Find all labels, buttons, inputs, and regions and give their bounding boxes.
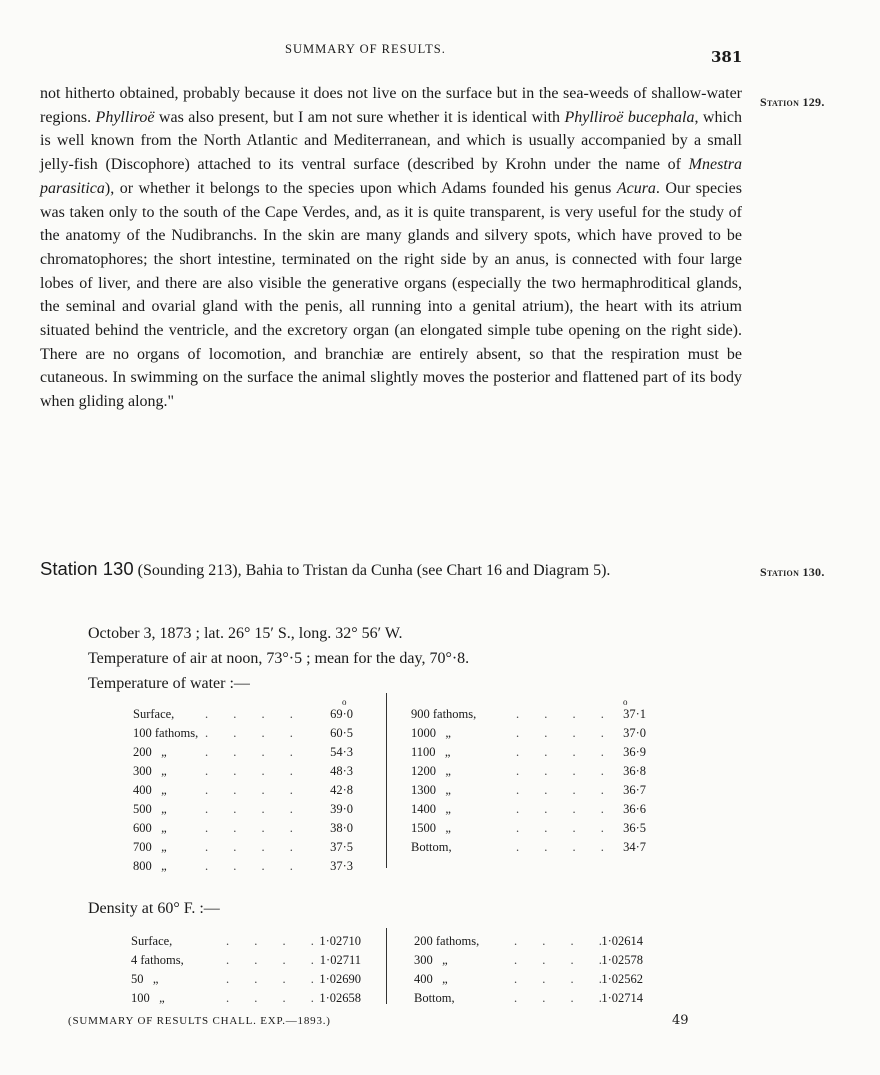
density-left-value: 1·02690 (319, 972, 361, 986)
density-right-leader-dots: . . . . (514, 972, 602, 986)
water-temp-left-value: 42·8 (330, 783, 353, 797)
water-temp-left-value: 60·5 (330, 726, 353, 740)
water-temp-right-value: 37·1 (623, 707, 646, 721)
density-left-value: 1·02710 (319, 934, 361, 948)
degree-mark-left: o (342, 697, 347, 707)
density-right-value: 1·02562 (601, 972, 643, 986)
footer-imprint: (SUMMARY OF RESULTS CHALL. EXP.—1893.) (68, 1015, 331, 1027)
water-temp-left-row (133, 724, 353, 742)
water-temp-right-leader-dots: . . . . (516, 783, 604, 797)
water-temp-left-row (133, 838, 353, 856)
water-temp-left-leader-dots: . . . . (205, 802, 293, 816)
water-temp-right-value: 36·5 (623, 821, 646, 835)
density-right-depth: 200 fathoms, (414, 934, 480, 948)
density-right-value: 1·02714 (601, 991, 643, 1005)
density-left-row (131, 932, 361, 950)
density-right-row (414, 951, 643, 969)
degree-mark-right: o (623, 697, 628, 707)
water-temp-left-depth: 500 „ (133, 802, 167, 816)
signature-mark: 49 (672, 1013, 689, 1028)
water-temp-right-row (411, 838, 646, 856)
density-left-row (131, 970, 361, 988)
date-position-line: October 3, 1873 ; lat. 26° 15′ S., long. 32° 56′ W. (88, 625, 403, 642)
water-temp-left-leader-dots: . . . . (205, 821, 293, 835)
density-left-depth: 50 „ (131, 972, 159, 986)
water-temp-left-leader-dots: . . . . (205, 707, 293, 721)
water-temp-left-leader-dots: . . . . (205, 764, 293, 778)
density-left-leader-dots: . . . . (226, 953, 314, 967)
water-temp-right-row (411, 724, 646, 742)
density-left-leader-dots: . . . . (226, 972, 314, 986)
water-temp-left-value: 54·3 (330, 745, 353, 759)
water-temp-left-leader-dots: . . . . (205, 783, 293, 797)
water-temp-right-value: 36·9 (623, 745, 646, 759)
station-description: (Sounding 213), Bahia to Tristan da Cunha (see Chart 16 and Diagram 5). (133, 562, 611, 579)
water-temp-right-leader-dots: . . . . (516, 764, 604, 778)
density-right-leader-dots: . . . . (514, 991, 602, 1005)
density-table (0, 932, 880, 1006)
body-paragraph (40, 82, 742, 414)
station-heading (40, 557, 742, 582)
water-temp-right-row (411, 705, 646, 723)
density-left-value: 1·02711 (319, 953, 361, 967)
density-right-row (414, 989, 643, 1007)
water-temp-left-depth: 600 „ (133, 821, 167, 835)
water-temp-left-depth: 700 „ (133, 840, 167, 854)
density-right-depth: 300 „ (414, 953, 448, 967)
water-temp-left-row (133, 857, 353, 875)
density-left-row (131, 951, 361, 969)
water-temp-left-value: 69·0 (330, 707, 353, 721)
water-temp-right-depth: 900 fathoms, (411, 707, 477, 721)
water-temp-left-depth: Surface, (133, 707, 175, 721)
water-temp-right-leader-dots: . . . . (516, 707, 604, 721)
margin-note-station-130: Station 130. (760, 565, 825, 579)
density-right-row (414, 970, 643, 988)
water-temp-right-row (411, 800, 646, 818)
water-temp-left-depth: 200 „ (133, 745, 167, 759)
density-right-depth: Bottom, (414, 991, 455, 1005)
water-temp-left-row (133, 800, 353, 818)
water-temp-left-depth: 100 fathoms, (133, 726, 199, 740)
water-temp-left-value: 38·0 (330, 821, 353, 835)
water-temp-left-row (133, 762, 353, 780)
water-temp-left-value: 37·5 (330, 840, 353, 854)
water-temp-right-leader-dots: . . . . (516, 840, 604, 854)
density-left-leader-dots: . . . . (226, 991, 314, 1005)
water-temp-right-depth: 1100 „ (411, 745, 451, 759)
water-temperature-heading: Temperature of water :— (88, 675, 250, 692)
water-temp-right-depth: Bottom, (411, 840, 452, 854)
density-right-value: 1·02614 (601, 934, 643, 948)
density-right-depth: 400 „ (414, 972, 448, 986)
density-right-leader-dots: . . . . (514, 953, 602, 967)
water-temp-right-depth: 1300 „ (411, 783, 451, 797)
water-temp-right-depth: 1200 „ (411, 764, 451, 778)
water-temp-right-value: 36·7 (623, 783, 646, 797)
water-temp-right-row (411, 819, 646, 837)
water-temp-right-depth: 1500 „ (411, 821, 451, 835)
density-left-row (131, 989, 361, 1007)
water-temp-left-row (133, 743, 353, 761)
water-temp-left-depth: 800 „ (133, 859, 167, 873)
water-temp-left-value: 37·3 (330, 859, 353, 873)
density-right-row (414, 932, 643, 950)
water-temp-right-value: 34·7 (623, 840, 646, 854)
water-temp-right-leader-dots: . . . . (516, 726, 604, 740)
water-temp-left-depth: 300 „ (133, 764, 167, 778)
density-right-leader-dots: . . . . (514, 934, 602, 948)
water-temp-right-leader-dots: . . . . (516, 802, 604, 816)
water-temp-left-row (133, 819, 353, 837)
page-number: 381 (711, 48, 743, 66)
water-temp-right-depth: 1000 „ (411, 726, 451, 740)
water-temp-right-value: 36·8 (623, 764, 646, 778)
water-temp-left-leader-dots: . . . . (205, 859, 293, 873)
water-temp-left-depth: 400 „ (133, 783, 167, 797)
running-title: SUMMARY OF RESULTS. (285, 42, 446, 56)
water-temp-right-value: 37·0 (623, 726, 646, 740)
water-temp-left-value: 48·3 (330, 764, 353, 778)
water-temp-right-leader-dots: . . . . (516, 745, 604, 759)
margin-note-station-129: Station 129. (760, 95, 825, 109)
density-heading: Density at 60° F. :— (88, 900, 220, 917)
water-temp-right-row (411, 762, 646, 780)
water-temp-right-depth: 1400 „ (411, 802, 451, 816)
water-temp-right-row (411, 781, 646, 799)
column-divider (386, 693, 387, 868)
density-left-leader-dots: . . . . (226, 934, 314, 948)
paragraph-text: not hitherto obtained, probably because it does not live on the surface but in the sea-weeds of shallow-water regions. Phylliroë was also present, but I am not sure whether it is identical with Phylliroë bucephala, which is well known from the North Atlantic and Mediterranean, and which is usually accompanied by a small jelly-fish (Discophore) attached to its ventral surface (described by Krohn under the name of Mnestra parasitica), or whether it belongs to the species upon which Adams founded his genus Acura. Our species was taken only to the south of the Cape Verdes, and, as it is quite transparent, is very useful for the study of the anatomy of the Nudibranchs. In the skin are many glands and silvery spots, which have proved to be chromatophores; the short intestine, terminated on the right side by an anus, is connected with four large lobes of liver, and there are also visible the generative organs (especially the two hermaphroditical glands, the seminal and ovarial gland with the penis, all running into a genital atrium), the heart with its atrium situated behind the ventricle, and the excretory organ (an elongated simple tube opening on the right side). There are no organs of locomotion, and branchiæ are entirely absent, so that the respiration must be cutaneous. In swimming on the surface the animal slightly moves the posterior and flattened part of its body when gliding along." (40, 85, 743, 411)
air-temperature-line: Temperature of air at noon, 73°·5 ; mean for the day, 70°·8. (88, 650, 470, 667)
station-title: Station 130 (40, 558, 134, 579)
water-temperature-table (0, 697, 880, 875)
density-left-depth: 4 fathoms, (131, 953, 184, 967)
density-column-divider (386, 928, 387, 1004)
density-right-value: 1·02578 (601, 953, 643, 967)
density-left-value: 1·02658 (319, 991, 361, 1005)
water-temp-left-leader-dots: . . . . (205, 745, 293, 759)
water-temp-left-row (133, 705, 353, 723)
water-temp-left-leader-dots: . . . . (205, 726, 293, 740)
water-temp-right-value: 36·6 (623, 802, 646, 816)
density-left-depth: 100 „ (131, 991, 165, 1005)
water-temp-left-row (133, 781, 353, 799)
water-temp-left-value: 39·0 (330, 802, 353, 816)
water-temp-right-row (411, 743, 646, 761)
water-temp-right-leader-dots: . . . . (516, 821, 604, 835)
density-left-depth: Surface, (131, 934, 173, 948)
water-temp-left-leader-dots: . . . . (205, 840, 293, 854)
